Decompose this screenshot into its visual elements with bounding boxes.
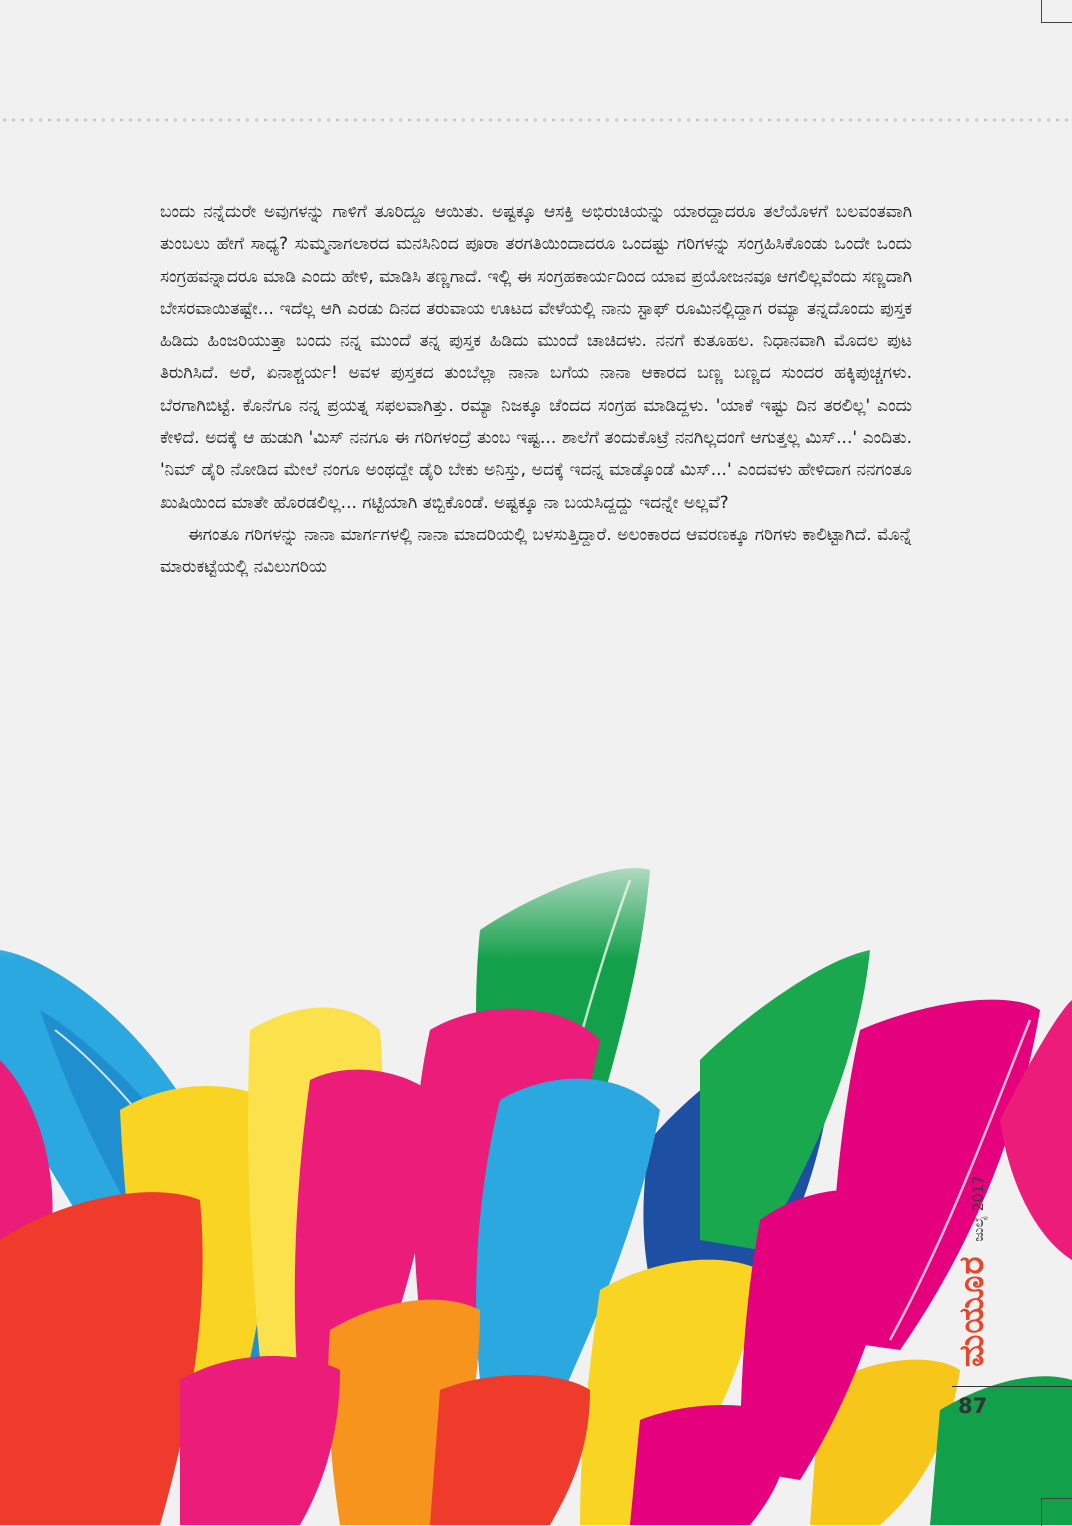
crop-mark-bottom xyxy=(1041,1498,1072,1526)
issue-date: ಜುಲೈ 2017 xyxy=(971,1175,987,1242)
page-number-rule xyxy=(952,1386,1072,1387)
feather-fade xyxy=(0,830,1072,960)
article-body xyxy=(160,196,912,584)
red-feather-center xyxy=(430,1375,590,1525)
magenta-feather-bottom xyxy=(630,1405,790,1525)
pink-feather-bottom xyxy=(180,1356,340,1525)
red-feather-bottom-left xyxy=(0,1192,203,1525)
folio-line xyxy=(952,1176,992,1367)
article-paragraph: ಬಂದು ನನ್ನೆದುರೇ ಅವುಗಳನ್ನು ಗಾಳಿಗೆ ತೂರಿದ್ದೂ ಆಯಿತು. ಅಷ್ಟಕ್ಕೂ ಆಸಕ್ತಿ ಅಭಿರುಚಿಯನ್ನು ಯಾರದ್ದಾದರೂ ತಲೆಯೊಳಗೆ ಬಲವಂತವಾಗಿ ತುಂಬಲು ಹೇಗೆ ಸಾಧ್ಯ? ಸುಮ್ಮನಾಗಲಾರದ ಮನಸಿನಿಂದ ಪೂರಾ ತರಗತಿಯಿಂದಾದರೂ ಒಂದಷ್ಟು ಗರಿಗಳನ್ನು ಸಂಗ್ರಹಿಸಿಕೊಂಡು ಒಂದೇ ಒಂದು ಸಂಗ್ರಹವನ್ನಾದರೂ ಮಾಡಿ ಎಂದು ಹೇಳಿ, ಮಾಡಿಸಿ ತಣ್ಣಗಾದೆ. ಇಲ್ಲಿ ಈ ಸಂಗ್ರಹಕಾರ್ಯದಿಂದ ಯಾವ ಪ್ರಯೋಜನವೂ ಆಗಲಿಲ್ಲವೆಂದು ಸಣ್ಣದಾಗಿ ಬೇಸರವಾಯಿತಷ್ಟೇ... ಇದೆಲ್ಲ ಆಗಿ ಎರಡು ದಿನದ ತರುವಾಯ ಊಟದ ವೇಳೆಯಲ್ಲಿ ನಾನು ಸ್ಟಾಫ್ ರೂಮಿನಲ್ಲಿದ್ದಾಗ ರಮ್ಯಾ ತನ್ನದೊಂದು ಪುಸ್ತಕ ಹಿಡಿದು ಹಿಂಜರಿಯುತ್ತಾ ಬಂದು ನನ್ನ ಮುಂದೆ ತನ್ನ ಪುಸ್ತಕ ಹಿಡಿದು ಮುಂದೆ ಚಾಚಿದಳು. ನನಗೆ ಕುತೂಹಲ. ನಿಧಾನವಾಗಿ ಮೊದಲ ಪುಟ ತಿರುಗಿಸಿದೆ. ಅರೆ, ಏನಾಶ್ಚರ್ಯ! ಅವಳ ಪುಸ್ತಕದ ತುಂಬೆಲ್ಲಾ ನಾನಾ ಬಗೆಯ ನಾನಾ ಆಕಾರದ ಬಣ್ಣ ಬಣ್ಣದ ಸುಂದರ ಹಕ್ಕಿಪುಚ್ಚಗಳು. ಬೆರಗಾಗಿಬಿಟ್ಟೆ. ಕೊನೆಗೂ ನನ್ನ ಪ್ರಯತ್ನ ಸಫಲವಾಗಿತ್ತು. ರಮ್ಯಾ ನಿಜಕ್ಕೂ ಚೆಂದದ ಸಂಗ್ರಹ ಮಾಡಿದ್ದಳು. 'ಯಾಕೆ ಇಷ್ಟು ದಿನ ತರಲಿಲ್ಲ' ಎಂದು ಕೇಳಿದೆ. ಅದಕ್ಕೆ ಆ ಹುಡುಗಿ 'ಮಿಸ್ ನನಗೂ ಈ ಗರಿಗಳಂದ್ರೆ ತುಂಬ ಇಷ್ಟ... ಶಾಲೆಗೆ ತಂದುಕೊಟ್ರೆ ನನಗಿಲ್ಲದಂಗೆ ಆಗುತ್ತಲ್ಲ ಮಿಸ್...' ಎಂದಿತು. 'ನಿಮ್ ಡೈರಿ ನೋಡಿದ ಮೇಲೆ ನಂಗೂ ಅಂಥದ್ದೇ ಡೈರಿ ಬೇಕು ಅನಿಸ್ತು, ಅದಕ್ಕೆ ಇದನ್ನ ಮಾಡ್ಕೊಂಡೆ ಮಿಸ್...' ಎಂದವಳು ಹೇಳಿದಾಗ ನನಗಂತೂ ಖುಷಿಯಿಂದ ಮಾತೇ ಹೊರಡಲಿಲ್ಲ... ಗಟ್ಟಿಯಾಗಿ ತಬ್ಬಿಕೊಂಡೆ. ಅಷ್ಟಕ್ಕೂ ನಾ ಬಯಸಿದ್ದದ್ದು ಇದನ್ನೇ ಅಲ್ಲವೆ? xyxy=(160,202,912,513)
folio xyxy=(918,1097,998,1367)
magazine-name: ಮಯೂರ xyxy=(952,1255,992,1367)
article-paragraph: ಈಗಂತೂ ಗರಿಗಳನ್ನು ನಾನಾ ಮಾರ್ಗಗಳಲ್ಲಿ ನಾನಾ ಮಾದರಿಯಲ್ಲಿ ಬಳಸುತ್ತಿದ್ದಾರೆ. ಅಲಂಕಾರದ ಆವರಣಕ್ಕೂ ಗರಿಗಳು ಕಾಲಿಟ್ಟಾಗಿದೆ. ಮೊನ್ನೆ ಮಾರುಕಟ್ಟೆಯಲ್ಲಿ ನವಿಲುಗರಿಯ xyxy=(160,524,912,578)
page-number: 87 xyxy=(958,1394,988,1418)
